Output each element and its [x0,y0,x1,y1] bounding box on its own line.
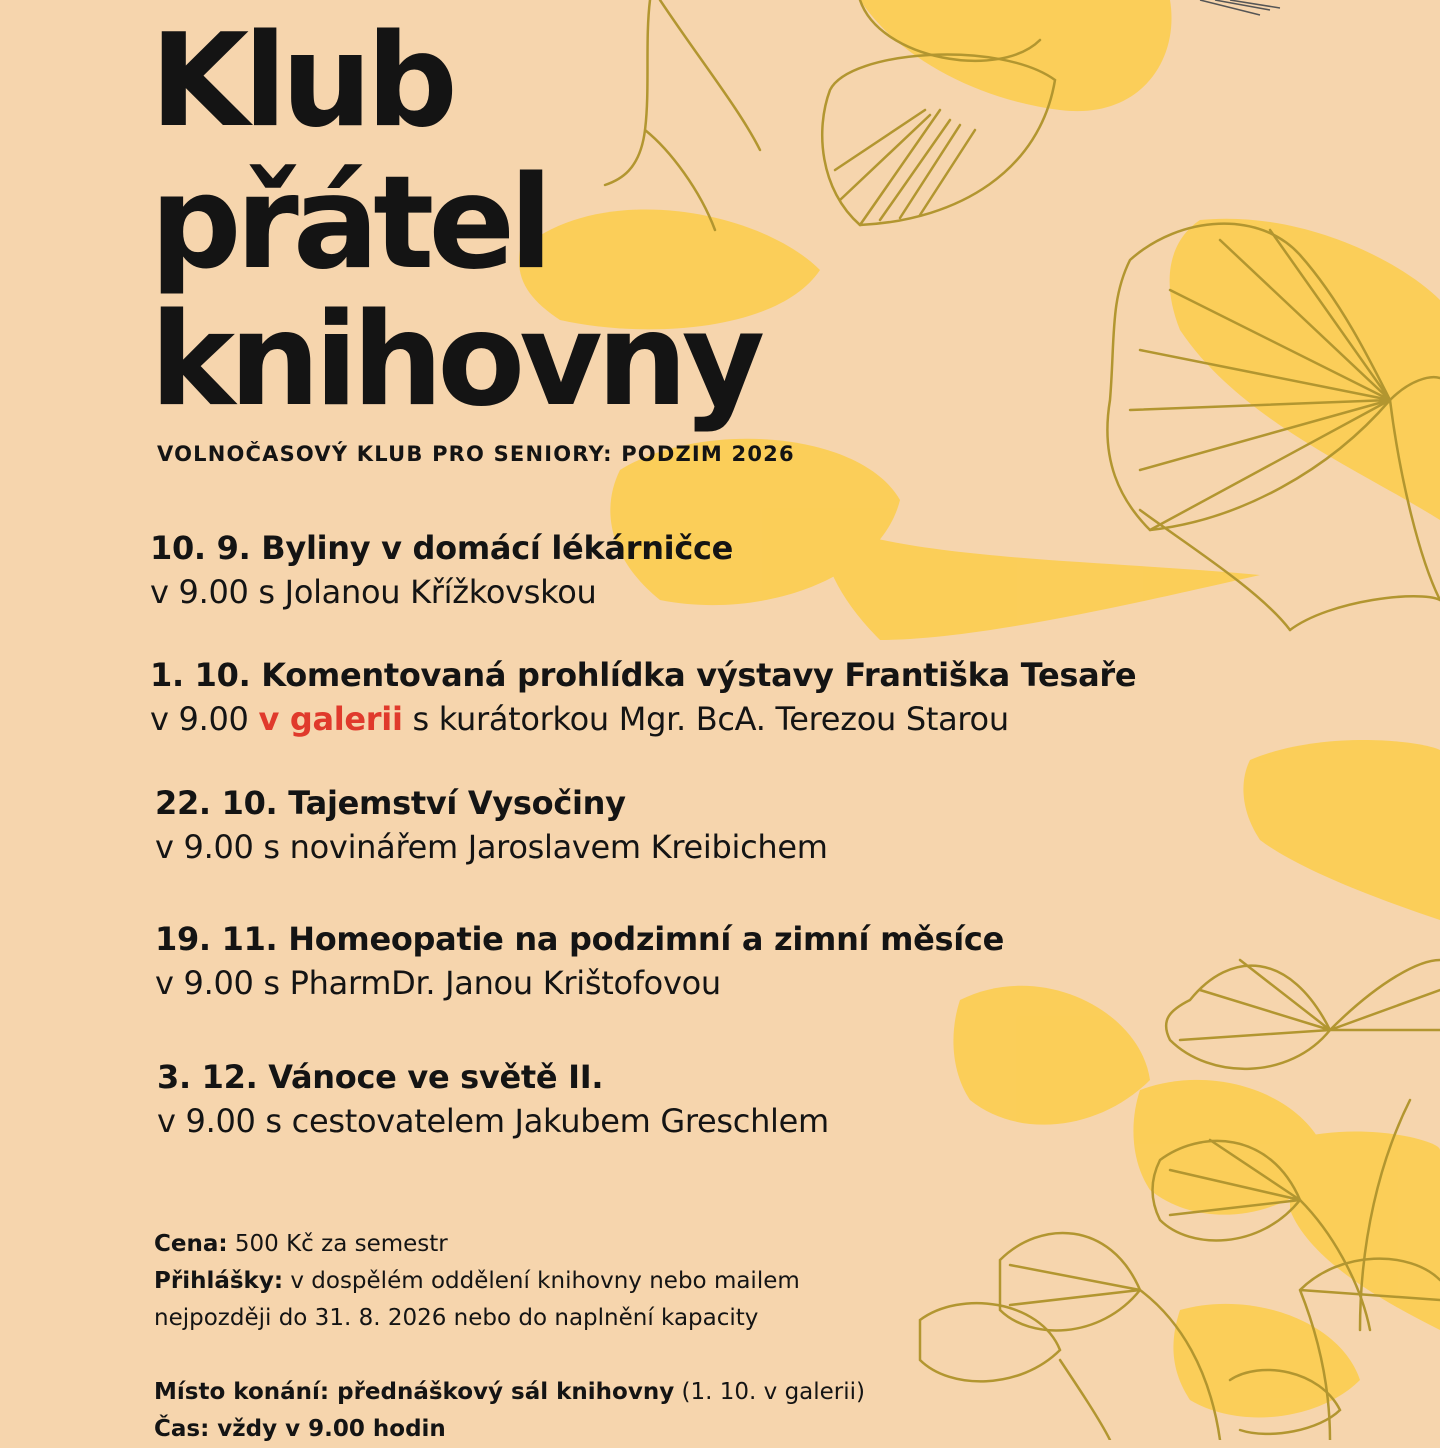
event-5 [157,1055,829,1143]
time-label: Čas: vždy v 9.00 hodin [154,1416,446,1442]
signup-line [154,1263,865,1300]
title-line-3: knihovny [150,286,760,435]
event-detail-time: v 9.00 [150,700,259,738]
event-detail: v 9.00 s novinářem Jaroslavem Kreibichem [155,828,828,866]
event-title: 10. 9. Byliny v domácí lékárničce [150,529,734,567]
event-title: 3. 12. Vánoce ve světě II. [157,1058,604,1096]
event-detail-highlight: v galerii [258,700,403,738]
price-value: 500 Kč za semestr [227,1231,448,1257]
event-4 [155,917,1004,1005]
time-line [154,1411,865,1448]
title-line-1: Klub [150,7,452,156]
event-title: 1. 10. Komentovaná prohlídka výstavy Františka Tesaře [150,656,1137,694]
event-3 [155,781,828,869]
event-detail [150,697,1136,741]
signup-value: v dospělém oddělení knihovny nebo mailem [283,1268,800,1294]
place-line [154,1374,865,1411]
place-value: (1. 10. v galerii) [674,1379,866,1405]
signup-label: Přihlášky: [154,1268,284,1294]
price-line [154,1226,865,1263]
event-2 [150,653,1136,741]
signup-line-2: nejpozději do 31. 8. 2026 nebo do naplnění kapacity [154,1305,759,1331]
place-label: Místo konání: přednáškový sál knihovny [154,1379,675,1405]
price-label: Cena: [154,1231,228,1257]
event-title: 19. 11. Homeopatie na podzimní a zimní měsíce [155,920,1005,958]
event-detail: v 9.00 s PharmDr. Janou Krištofovou [155,964,721,1002]
event-detail-rest: s kurátorkou Mgr. BcA. Terezou Starou [402,700,1009,738]
subtitle: VOLNOČASOVÝ KLUB PRO SENIORY: PODZIM 2026 [157,442,795,466]
event-detail: v 9.00 s cestovatelem Jakubem Greschlem [157,1102,829,1140]
event-title: 22. 10. Tajemství Vysočiny [155,784,626,822]
event-1 [150,526,733,614]
info-block [154,1226,865,1448]
event-detail: v 9.00 s Jolanou Křížkovskou [150,573,597,611]
title-line-2: přátel [150,149,547,298]
